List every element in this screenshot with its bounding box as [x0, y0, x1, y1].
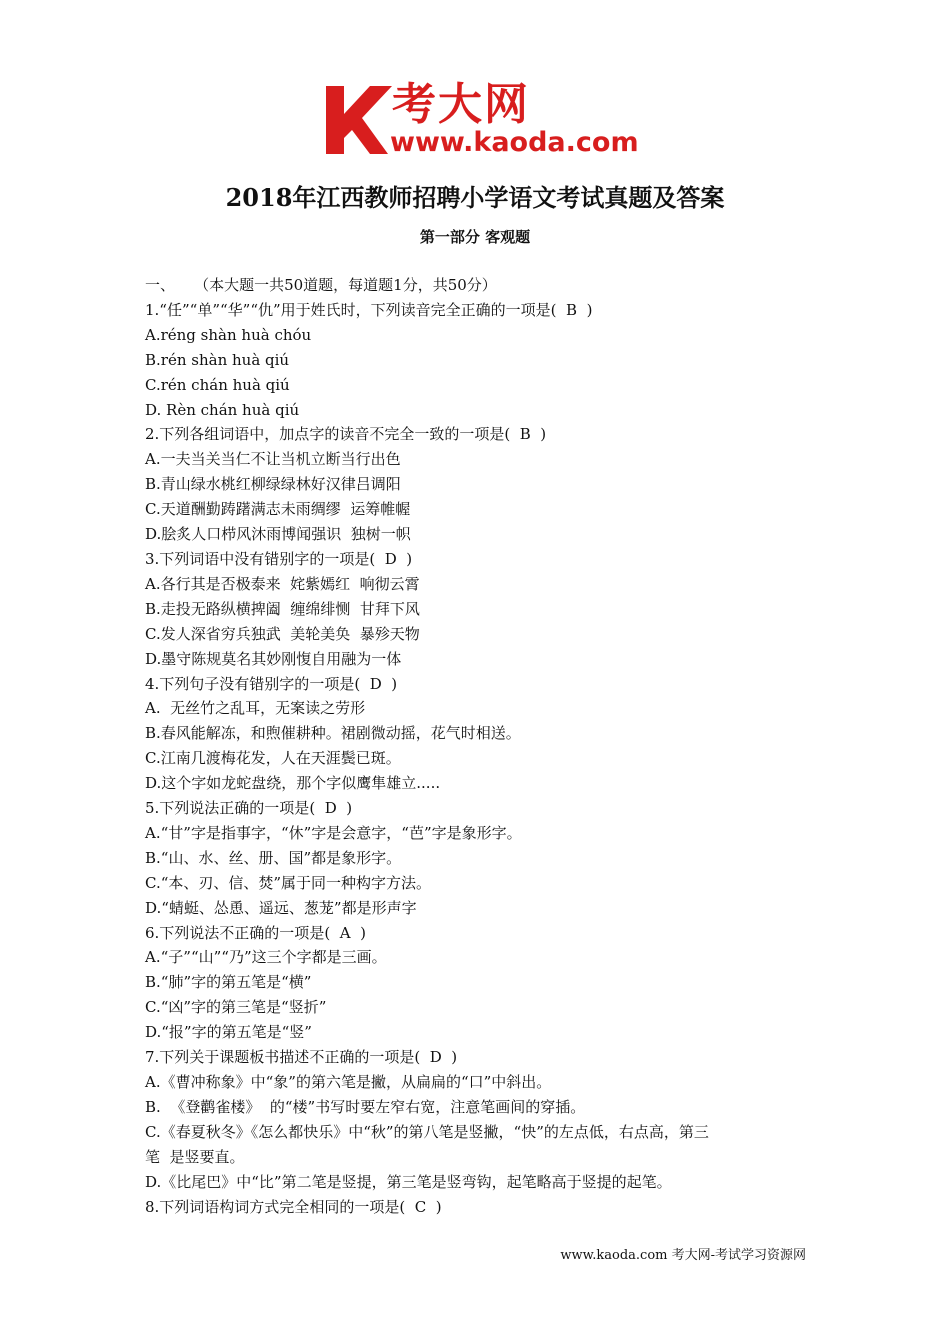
option-line: A.各行其是否极泰来 姹紫嫣红 响彻云霄	[145, 574, 420, 593]
option-line: D.这个字如龙蛇盘绕，那个字似鹰隼雄立.....	[145, 774, 441, 793]
page-title: 2018年江西教师招聘小学语文考试真题及答案	[225, 183, 725, 212]
option-line-continued: 笔 是竖要直。	[145, 1147, 245, 1166]
section-heading: 一、 （本大题一共50道题，每道题1分，共50分）	[145, 276, 497, 294]
question-line: 1.“任”“单”“华”“仇”用于姓氏时，下列读音完全正确的一项是( B )	[145, 300, 593, 319]
question-line: 3.下列词语中没有错别字的一项是( D )	[145, 549, 413, 568]
option-line: B.走投无路纵横捭阖 缠绵绯恻 甘拜下风	[145, 599, 420, 618]
option-line: C.“本、刃、信、焚”属于同一种构字方法。	[145, 873, 432, 892]
option-line: C.rén chán huà qiú	[145, 375, 290, 394]
option-line: D.《比尾巴》中“比”第二笔是竖提，第三笔是竖弯钩，起笔略高于竖提的起笔。	[145, 1172, 672, 1191]
kaoda-logo	[318, 78, 638, 160]
option-line: A.“甘”字是指事字，“休”字是会意字，“芭”字是象形字。	[145, 823, 522, 842]
option-line: B. 《登鹳雀楼》 的“楼”书写时要左窄右宽，注意笔画间的穿插。	[145, 1097, 586, 1116]
question-line: 4.下列句子没有错别字的一项是( D )	[145, 674, 398, 693]
option-line: A.réng shàn huà chóu	[145, 325, 312, 344]
question-line: 2.下列各组词语中，加点字的读音不完全一致的一项是( B )	[145, 425, 547, 444]
logo-brand-text: 考大网	[392, 79, 530, 130]
k-logo-icon	[318, 80, 396, 158]
option-line: C.江南几渡梅花发，人在天涯鬓已斑。	[145, 749, 401, 768]
option-line: D.“蜻蜓、怂恿、遥远、葱茏”都是形声字	[145, 898, 417, 917]
option-line: A.一夫当关当仁不让当机立断当行出色	[145, 450, 401, 469]
option-line: B.青山绿水桃红柳绿绿林好汉律吕调阳	[145, 475, 401, 494]
option-line: B.春风能解冻，和煦催耕种。裙剧微动摇，花气时相送。	[145, 724, 521, 743]
option-line: B.rén shàn huà qiú	[145, 350, 290, 369]
page-footer: www.kaoda.com 考大网-考试学习资源网	[560, 1248, 806, 1263]
option-line: D.脍炙人口栉风沐雨博闻强识 独树一帜	[145, 525, 411, 544]
option-line: C.“凶”字的第三笔是“竖折”	[145, 998, 327, 1017]
question-line: 6.下列说法不正确的一项是( A )	[145, 923, 366, 942]
option-line: B.“山、水、丝、册、国”都是象形字。	[145, 848, 402, 867]
logo-url-text: www.kaoda.com	[390, 127, 639, 158]
question-line: 8.下列词语构词方式完全相同的一项是( C )	[145, 1197, 442, 1216]
question-content	[145, 273, 815, 1219]
option-line: A.“子”“山”“乃”这三个字都是三画。	[145, 948, 387, 967]
option-line: C.天道酬勤踌躇满志未雨绸缪 运筹帷幄	[145, 500, 411, 519]
option-line: C.《春夏秋冬》《怎么都快乐》中“秋”的第八笔是竖撇，“快”的左点低，右点高，第三	[145, 1122, 709, 1141]
option-line: D.“报”字的第五笔是“竖”	[145, 1023, 312, 1042]
option-line: D. Rèn chán huà qiú	[145, 400, 300, 419]
option-line: A. 无丝竹之乱耳，无案读之劳形	[145, 699, 366, 718]
option-line: D.墨守陈规莫名其妙刚愎自用融为一体	[145, 649, 402, 668]
question-line: 5.下列说法正确的一项是( D )	[145, 799, 353, 818]
option-line: B.“肺”字的第五笔是“横”	[145, 973, 312, 992]
section-subtitle: 第一部分 客观题	[419, 228, 531, 246]
option-line: C.发人深省穷兵独武 美轮美奂 暴殄天物	[145, 624, 420, 643]
option-line: A.《曹冲称象》中“象”的第六笔是撇，从扁扁的“口”中斜出。	[145, 1073, 552, 1091]
question-line: 7.下列关于课题板书描述不正确的一项是( D )	[145, 1048, 458, 1067]
